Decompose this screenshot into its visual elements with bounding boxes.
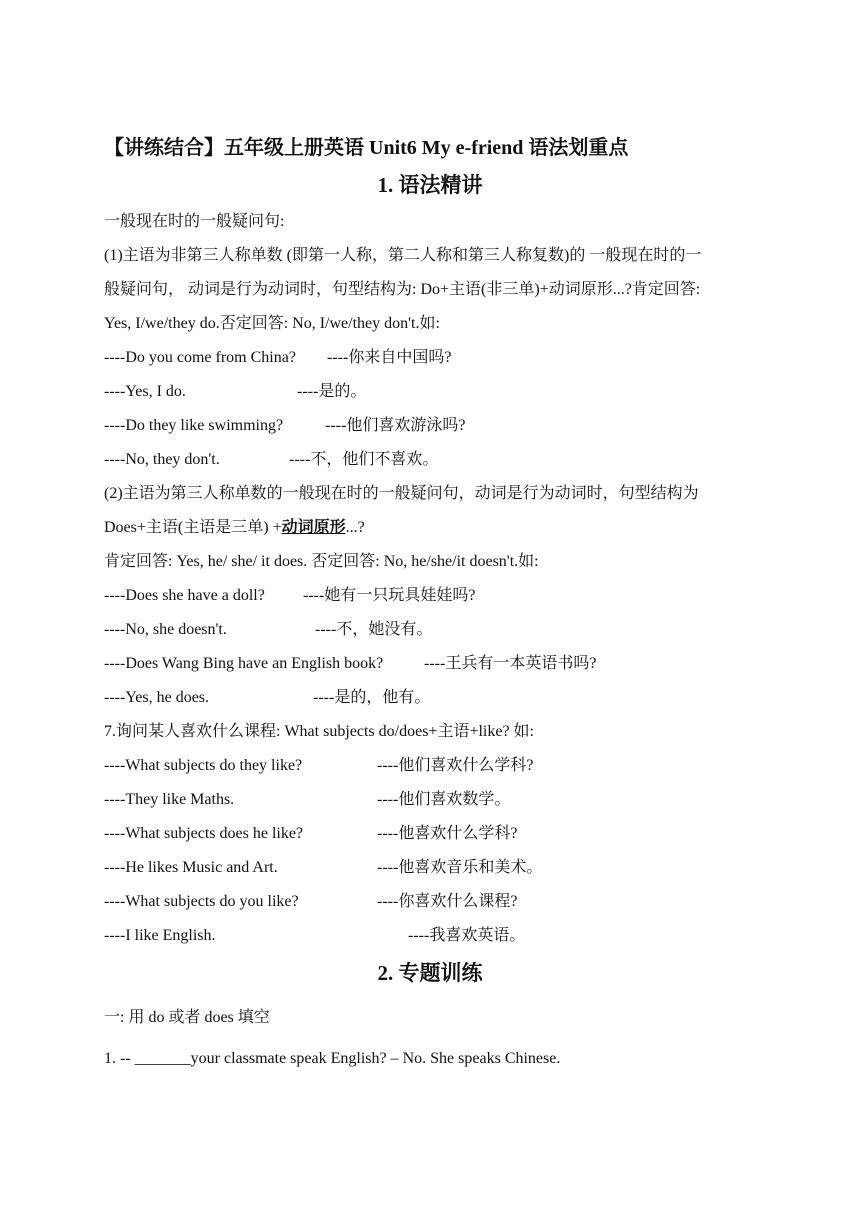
example-translation: ----他喜欢音乐和美术。 xyxy=(377,859,543,876)
example-question: ----No, she doesn't. xyxy=(104,621,227,638)
example-question: ----Yes, he does. xyxy=(104,689,210,706)
paragraph-2-line-1: (2)主语为第三人称单数的一般现在时的一般疑问句，动词是行为动词时，句型结构为 xyxy=(104,485,699,502)
example-translation: ----她有一只玩具娃娃吗? xyxy=(303,587,476,604)
intro-text: 一般现在时的一般疑问句: xyxy=(104,213,285,230)
example-question: ----What subjects do they like? xyxy=(104,757,303,774)
paragraph-1-line-1: (1)主语为非第三人称单数 (即第一人称，第二人称和第三人称复数)的 一般现在时的一 xyxy=(104,247,702,264)
example-question: ----What subjects does he like? xyxy=(104,825,304,842)
exercise-item-1: 1. -- _______your classmate speak English? – No. She speaks Chinese. xyxy=(104,1050,561,1067)
example-translation: ----他喜欢什么学科? xyxy=(377,825,518,842)
example-translation: ----是的。 xyxy=(297,383,367,400)
example-question: ----Does Wang Bing have an English book? xyxy=(104,655,384,672)
paragraph-2-ellipsis: ...? xyxy=(345,519,365,536)
example-translation: ----王兵有一本英语书吗? xyxy=(424,655,597,672)
example-translation: ----他们喜欢数学。 xyxy=(377,791,511,808)
paragraph-2-structure: Does+主语(主语是三单) + xyxy=(104,519,282,536)
example-question: ----Do they like swimming? xyxy=(104,417,284,434)
example-question: ----Do you come from China? xyxy=(104,349,296,366)
example-question: ----No, they don't. xyxy=(104,451,220,468)
paragraph-1-line-2: 般疑问句， 动词是行为动词时，句型结构为: Do+主语(非三单)+动词原形...?肯定回答: xyxy=(104,281,701,298)
example-question: ----I like English. xyxy=(104,927,216,944)
example-translation: ----你喜欢什么课程? xyxy=(377,893,518,910)
example-question: ----What subjects do you like? xyxy=(104,893,299,910)
example-translation: ----我喜欢英语。 xyxy=(408,927,526,944)
example-question: ----They like Maths. xyxy=(104,791,235,808)
example-translation: ----你来自中国吗? xyxy=(327,349,452,366)
example-question: ----Yes, I do. xyxy=(104,383,186,400)
paragraph-1-line-3: Yes, I/we/they do.否定回答: No, I/we/they don't.如: xyxy=(104,315,440,332)
document-title: 【讲练结合】五年级上册英语 Unit6 My e-friend 语法划重点 xyxy=(104,137,629,159)
section-heading-practice: 2. 专题训练 xyxy=(377,961,483,985)
paragraph-2-line-2 xyxy=(104,517,365,539)
example-question: ----He likes Music and Art. xyxy=(104,859,278,876)
example-translation: ----不，他们不喜欢。 xyxy=(289,451,439,468)
exercise-heading: 一: 用 do 或者 does 填空 xyxy=(104,1009,270,1026)
example-translation: ----是的，他有。 xyxy=(313,689,431,706)
example-translation: ----他们喜欢什么学科? xyxy=(377,757,534,774)
paragraph-2-emphasis: 动词原形 xyxy=(281,519,346,536)
example-translation: ----不，她没有。 xyxy=(315,621,433,638)
example-question: ----Does she have a doll? xyxy=(104,587,265,604)
section-heading-grammar: 1. 语法精讲 xyxy=(377,173,483,197)
example-translation: ----他们喜欢游泳吗? xyxy=(325,417,466,434)
paragraph-3: 7.询问某人喜欢什么课程: What subjects do/does+主语+like? 如: xyxy=(104,723,535,740)
paragraph-2-line-3: 肯定回答: Yes, he/ she/ it does. 否定回答: No, he/she/it doesn't.如: xyxy=(104,553,539,570)
